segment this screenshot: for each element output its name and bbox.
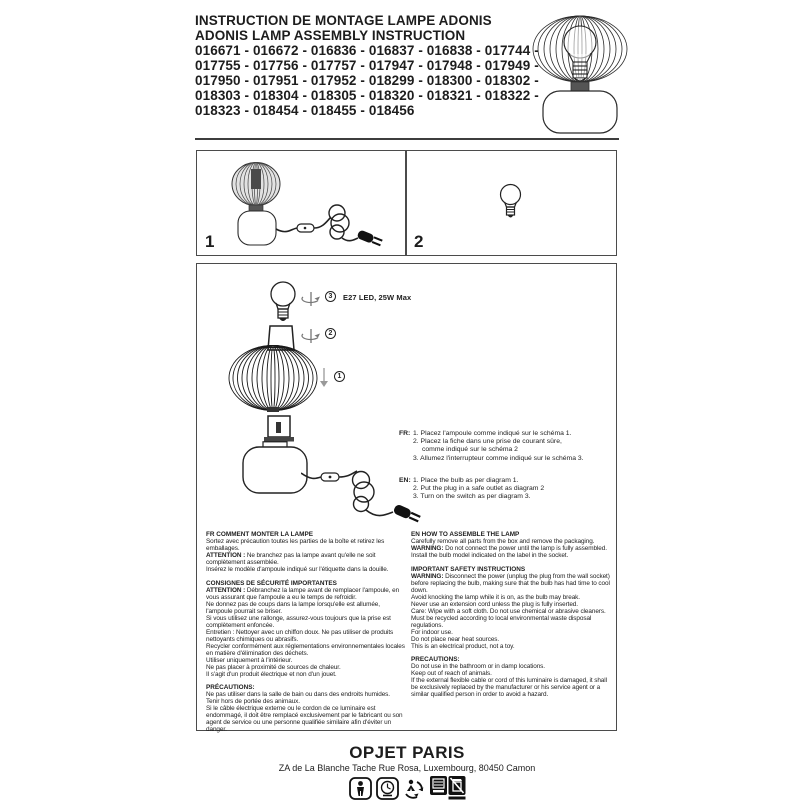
certification-icons-row <box>195 776 619 800</box>
fr-step-line: 2. Placez la fiche dans une prise de courant sûre, <box>413 438 562 446</box>
bulb-spec-label: E27 LED, 25W Max <box>343 293 412 302</box>
lamp-product-illustration <box>528 9 636 135</box>
step1-lamp-with-cord <box>211 155 399 252</box>
en-text-line: For indoor use. <box>411 628 453 636</box>
fr-text-line: Tenir hors de portée des animaux. <box>206 698 300 705</box>
fr-text-line: Insérez le modèle d'ampoule indiqué sur l'étiquette dans la douille. <box>206 566 389 573</box>
bulb-icon <box>263 281 303 327</box>
fr-step-line: 3. Allumez l'interrupteur comme indiqué sur le schéma 3. <box>413 454 584 462</box>
fr-text-line: CONSIGNES DE SÉCURITÉ IMPORTANTES <box>206 579 337 587</box>
fr-text-line: Si vous utilisez une rallonge, assurez-vous toujours que la prise est complètement enfoncée. <box>206 614 391 629</box>
title-en: ADONIS LAMP ASSEMBLY INSTRUCTION <box>195 28 466 43</box>
header-title-block <box>195 13 545 118</box>
diagram-steps-box <box>196 150 617 256</box>
twist-arrow-icon <box>300 328 322 344</box>
en-text-line: Never use an extension cord unless the plug is fully inserted. <box>411 600 578 608</box>
fr-text-line: Si le câble électrique externe ou le cordon de ce luminaire est endommagé, il doit être remplacé exclusivement par le fabricant ou son agent de service ou une personne qualifiée similaire afin d'éviter un danger. <box>206 705 403 733</box>
header-divider <box>195 138 619 140</box>
en-quick-steps <box>399 477 613 502</box>
twist-arrow-icon <box>300 291 322 307</box>
lamp-illustration-icon <box>528 9 636 135</box>
fr-steps-list <box>413 430 613 463</box>
callout-3: 3 <box>325 291 336 302</box>
model-numbers: 016671 - 016672 - 016836 - 016837 - 016838 - 017744 - 017755 - 017756 - 017757 - 017947 - 017948 - 017949 - 017950 - 017951 - 017952 - 018299 - 018300 - 018302 - 018303 - 018304 - 018305 - 018320 - 018321 - 018322 - 018323 - 018454 - 018455 - 018456 <box>195 43 539 118</box>
brand-name: OPJET PARIS <box>349 743 465 762</box>
en-text-line: Must be recycled according to local environmental waste disposal regulations. <box>411 614 592 629</box>
down-arrow-icon <box>319 368 329 388</box>
en-text-line: Do not use in the bathroom or in damp locations. <box>411 663 545 670</box>
fr-text-line: Ne donnez pas de coups dans la lampe lorsqu'elle est allumée, l'ampoule pourrait se briser. <box>206 600 380 615</box>
fr-step-line: comme indiqué sur le schéma 2 <box>422 446 518 454</box>
en-text-line: This is an electrical product, not a toy. <box>411 642 515 650</box>
en-text-line: PRECAUTIONS: <box>411 656 460 663</box>
assembly-diagram-box <box>196 263 617 731</box>
en-steps-list <box>413 477 613 502</box>
person-pictogram-icon <box>349 777 372 800</box>
en-text-line: EN HOW TO ASSEMBLE THE LAMP <box>411 531 520 538</box>
fr-text-line: ATTENTION : Ne branchez pas la lampe avant qu'elle ne soit complètement assemblée. <box>206 552 376 566</box>
steps-divider <box>405 151 407 255</box>
fr-text-line: Entretien : Nettoyer avec un chiffon doux. Ne pas utiliser de produits nettoyants chimiques ou abrasifs. <box>206 628 394 643</box>
fr-text-line: Recycler conformément aux réglementations environnementales locales en matière d'élimination des déchets. <box>206 642 405 657</box>
diagram-bulb <box>263 281 303 327</box>
fr-quick-steps <box>399 430 613 463</box>
en-label: EN: <box>399 477 411 484</box>
title-fr: INSTRUCTION DE MONTAGE LAMPE ADONIS <box>195 13 492 28</box>
screw-motion-icon <box>300 328 322 344</box>
fr-text-line: Ne pas utiliser dans la salle de bain ou dans des endroits humides. <box>206 691 390 698</box>
step2-bulb <box>497 183 524 223</box>
lamp-base-icon <box>241 441 309 494</box>
fr-text-line: FR COMMENT MONTER LA LAMPE <box>206 531 313 538</box>
diagram-base <box>241 441 309 494</box>
callout-1: 1 <box>334 371 345 382</box>
fr-text-line: Ne pas placer à proximité de sources de chaleur. <box>206 663 341 671</box>
step1-number: 1 <box>205 232 215 251</box>
en-text-line: Care: Wipe with a soft cloth. Do not use chemical or abrasive cleaners. <box>411 607 606 615</box>
clock-pictogram-icon <box>376 777 399 800</box>
fr-text-line: ATTENTION : Débranchez la lampe avant de remplacer l'ampoule, en vous assurant que l'ampoule a eu le temps de refroidir. <box>206 586 400 601</box>
bulb-icon <box>497 183 524 223</box>
striped-globe-shade-icon <box>228 344 318 414</box>
fr-step-line: 1. Placez l'ampoule comme indiqué sur le schéma 1. <box>413 430 572 437</box>
triman-recycling-icon <box>403 777 426 800</box>
arrow-down-icon <box>319 368 329 388</box>
weee-crossed-bin-icon <box>430 776 466 800</box>
en-text-column <box>411 531 613 698</box>
en-step-line: 1. Place the bulb as per diagram 1. <box>413 477 519 484</box>
en-text-line: Avoid knocking the lamp while it is on, as the bulb may break. <box>411 593 580 601</box>
en-text-line: Install the bulb model indicated on the label in the socket. <box>411 552 569 559</box>
brand-address: ZA de La Blanche Tache Rue Rosa, Luxembourg, 80450 Camon <box>278 763 536 773</box>
en-step-line: 3. Turn on the switch as per diagram 3. <box>413 493 531 501</box>
fr-text-line: Utiliser uniquement à l'intérieur. <box>206 656 293 664</box>
en-text-line: Carefully remove all parts from the box and remove the packaging. <box>411 538 595 545</box>
step2-number: 2 <box>414 232 424 251</box>
fr-text-line: Sortez avec précaution toutes les parties de la boîte et retirez les emballages. <box>206 538 385 552</box>
en-step-line: 2. Put the plug in a safe outlet as diagram 2 <box>413 485 545 493</box>
diagram-shade <box>228 344 318 414</box>
en-text-line: WARNING: Disconnect the power (unplug the plug from the wall socket) before replacing the bulb, making sure that the bulb has had time to cool down. <box>411 572 610 594</box>
fr-text-line: Il s'agit d'un produit électrique et non d'un jouet. <box>206 670 337 678</box>
en-text-line: If the external flexible cable or cord of this luminaire is damaged, it shall be exclusively replaced by the manufacturer or his service agent or a similar qualified person in order to avoid a hazard. <box>411 677 607 698</box>
diagram-socket <box>263 414 295 443</box>
fr-text-line: PRÉCAUTIONS: <box>206 684 255 691</box>
callout-2: 2 <box>325 328 336 339</box>
fr-label: FR: <box>399 430 411 437</box>
lamp-with-cord-icon <box>211 155 399 252</box>
lamp-socket-icon <box>263 414 295 443</box>
en-text-line: IMPORTANT SAFETY INSTRUCTIONS <box>411 565 526 573</box>
fr-text-column <box>206 531 408 733</box>
en-text-line: Do not place near heat sources. <box>411 635 500 643</box>
screw-motion-icon <box>300 291 322 307</box>
en-text-line: WARNING: Do not connect the power until the lamp is fully assembled. <box>411 545 607 552</box>
en-text-line: Keep out of reach of animals. <box>411 670 492 677</box>
